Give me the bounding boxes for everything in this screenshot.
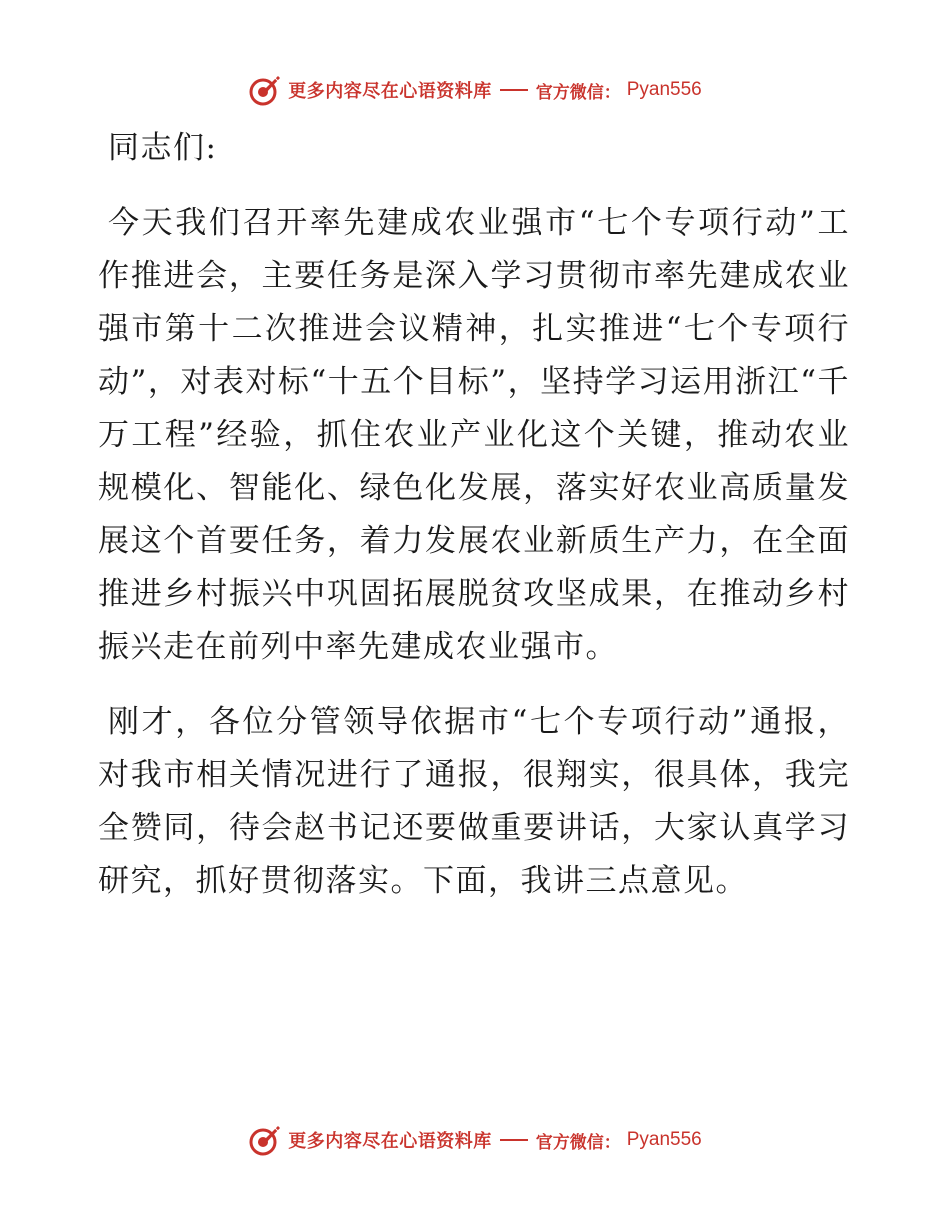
banner-wechat-label: 官方微信： [535,1132,621,1153]
header-banner [0,70,950,110]
banner-wechat-label: 官方微信： [535,82,621,103]
banner-dash [500,89,528,91]
document-body [98,122,850,930]
quill-pen-circle-icon [248,1123,282,1157]
banner-text: 更多内容尽在心语资料库 [288,81,492,102]
banner-wechat-id: Pyan556 [626,1129,702,1150]
footer-banner [0,1120,950,1160]
banner-wechat-id: Pyan556 [626,79,702,100]
banner-dash [500,1139,528,1141]
salutation: 同志们: [108,130,218,166]
banner-text: 更多内容尽在心语资料库 [288,1131,492,1152]
paragraph-2: 刚才，各位分管领导依据市“七个专项行动”通报，对我市相关情况进行了通报，很翔实，很具体，我完全赞同，待会赵书记还要做重要讲话，大家认真学习研究，抓好贯彻落实。下面，我讲三点意见。 [98,704,850,899]
paragraph-1: 今天我们召开率先建成农业强市“七个专项行动”工作推进会，主要任务是深入学习贯彻市率先建成农业强市第十二次推进会议精神，扎实推进“七个专项行动”，对表对标“十五个目标”，坚持学习运用浙江“千万工程”经验，抓住农业产业化这个关键，推动农业规模化、智能化、绿色化发展，落实好农业高质量发展这个首要任务，着力发展农业新质生产力，在全面推进乡村振兴中巩固拓展脱贫攻坚成果，在推动乡村振兴走在前列中率先建成农业强市。 [98,205,850,665]
quill-pen-circle-icon [248,73,282,107]
